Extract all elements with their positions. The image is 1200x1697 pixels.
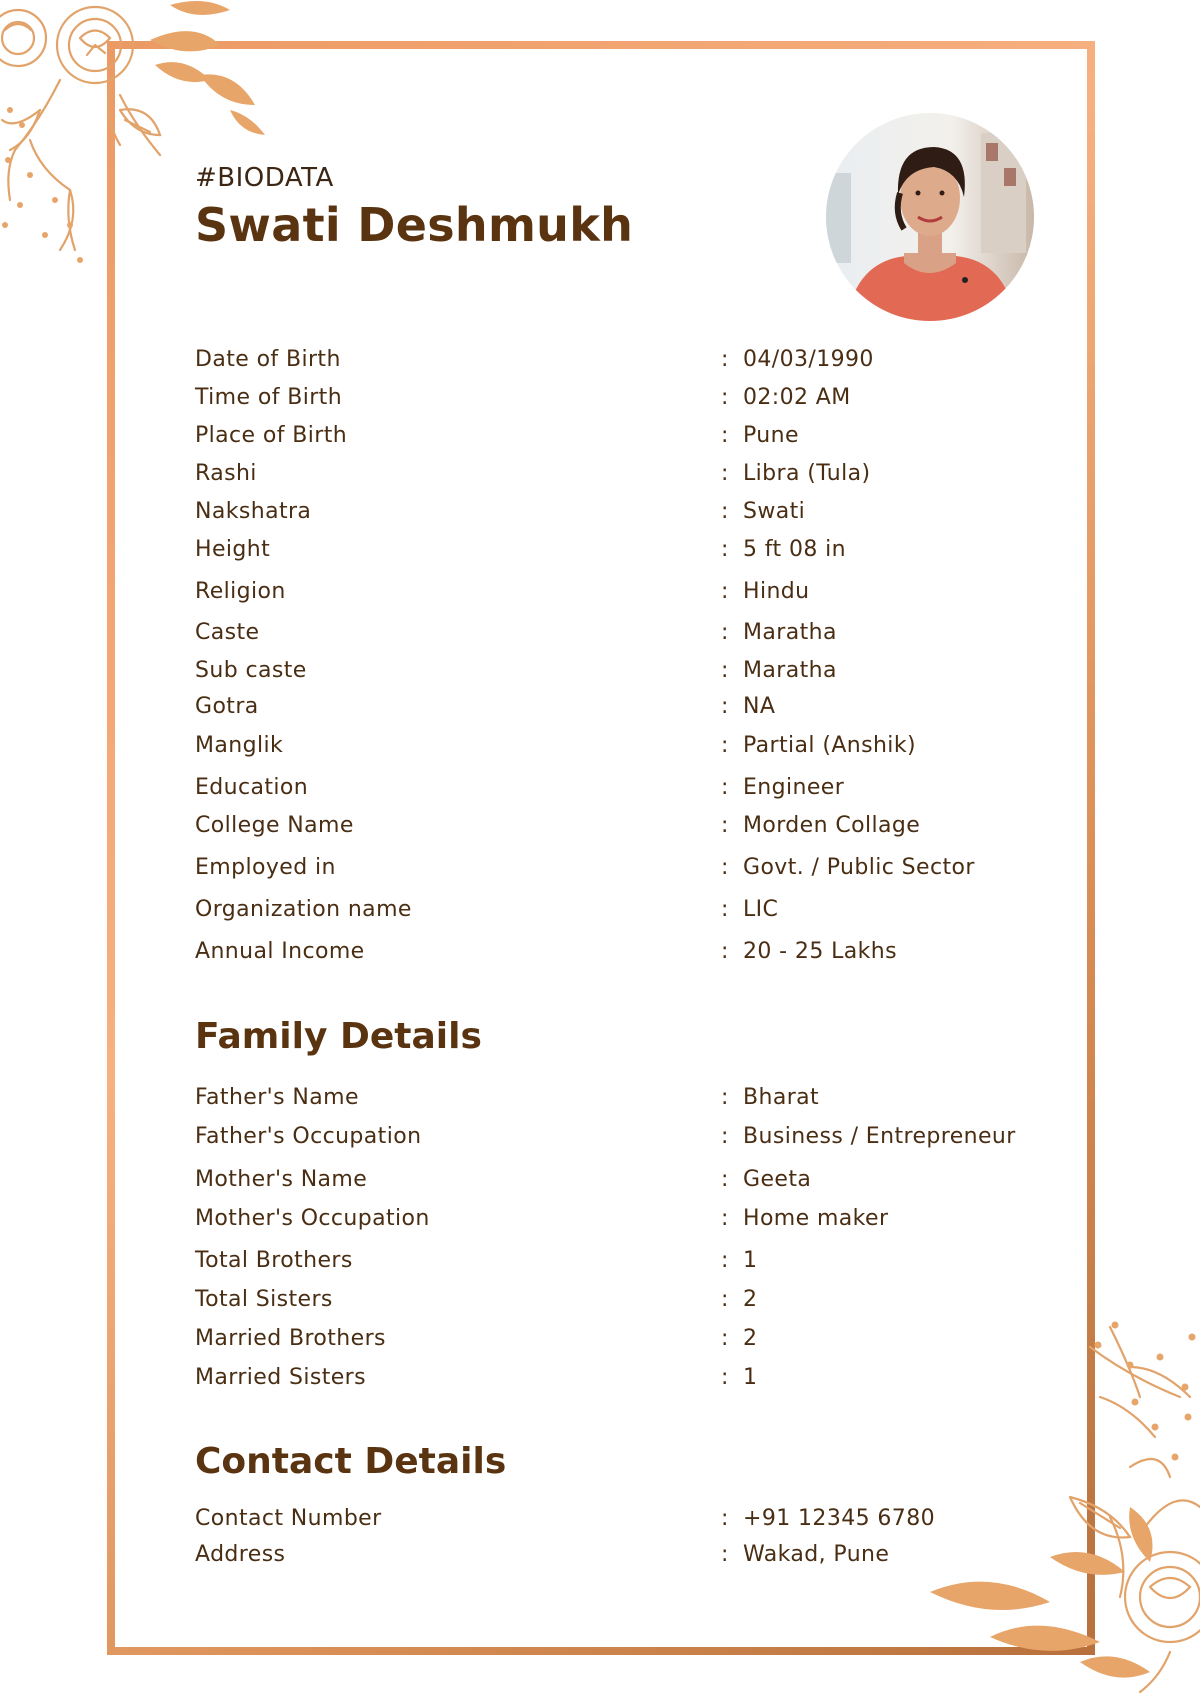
separator: : xyxy=(721,423,729,448)
separator: : xyxy=(721,813,729,838)
family-row xyxy=(195,1245,1045,1277)
detail-row xyxy=(195,617,1045,649)
detail-label: Religion xyxy=(195,579,286,604)
detail-value: Maratha xyxy=(743,658,837,683)
separator: : xyxy=(721,1365,729,1390)
detail-label: Employed in xyxy=(195,855,336,880)
detail-row xyxy=(195,458,1045,490)
detail-label: Organization name xyxy=(195,897,412,922)
separator: : xyxy=(721,537,729,562)
detail-value: 5 ft 08 in xyxy=(743,537,847,562)
person-name: Swati Deshmukh xyxy=(195,198,634,252)
detail-value: Business / Entrepreneur xyxy=(743,1124,1016,1149)
detail-value: Libra (Tula) xyxy=(743,461,871,486)
detail-row xyxy=(195,534,1045,566)
family-row xyxy=(195,1203,1045,1235)
separator: : xyxy=(721,1167,729,1192)
detail-value: 04/03/1990 xyxy=(743,347,874,372)
separator: : xyxy=(721,385,729,410)
detail-row xyxy=(195,810,1045,842)
separator: : xyxy=(721,620,729,645)
detail-row xyxy=(195,852,1045,884)
detail-value: Pune xyxy=(743,423,799,448)
detail-row xyxy=(195,691,1045,723)
separator: : xyxy=(721,939,729,964)
profile-photo xyxy=(826,113,1034,321)
detail-row xyxy=(195,420,1045,452)
detail-row xyxy=(195,730,1045,762)
detail-label: Manglik xyxy=(195,733,284,758)
family-row xyxy=(195,1362,1045,1394)
detail-label: Annual Income xyxy=(195,939,365,964)
separator: : xyxy=(721,658,729,683)
detail-value: Maratha xyxy=(743,620,837,645)
detail-value: Engineer xyxy=(743,775,845,800)
detail-row xyxy=(195,496,1045,528)
family-row xyxy=(195,1082,1045,1114)
detail-label: Address xyxy=(195,1542,286,1567)
detail-label: Contact Number xyxy=(195,1506,382,1531)
family-details-heading: Family Details xyxy=(195,1016,482,1057)
detail-label: Father's Occupation xyxy=(195,1124,422,1149)
detail-value: Govt. / Public Sector xyxy=(743,855,975,880)
contact-row xyxy=(195,1503,1045,1535)
separator: : xyxy=(721,1326,729,1351)
detail-label: Married Brothers xyxy=(195,1326,386,1351)
detail-value: 20 - 25 Lakhs xyxy=(743,939,897,964)
separator: : xyxy=(721,1124,729,1149)
family-row xyxy=(195,1323,1045,1355)
biodata-caption: #BIODATA xyxy=(195,163,334,193)
detail-label: Gotra xyxy=(195,694,259,719)
detail-row xyxy=(195,772,1045,804)
address-value: Wakad, Pune xyxy=(743,1542,890,1567)
detail-value: Bharat xyxy=(743,1085,820,1110)
detail-value: Swati xyxy=(743,499,806,524)
separator: : xyxy=(721,347,729,372)
detail-row xyxy=(195,936,1045,968)
detail-label: Place of Birth xyxy=(195,423,348,448)
separator: : xyxy=(721,1206,729,1231)
detail-value: NA xyxy=(743,694,776,719)
separator: : xyxy=(721,1248,729,1273)
detail-value: 02:02 AM xyxy=(743,385,851,410)
detail-label: Sub caste xyxy=(195,658,307,683)
detail-value: Partial (Anshik) xyxy=(743,733,916,758)
detail-value: Morden Collage xyxy=(743,813,921,838)
detail-label: Father's Name xyxy=(195,1085,359,1110)
detail-row xyxy=(195,344,1045,376)
detail-value: 1 xyxy=(743,1365,758,1390)
detail-value: 2 xyxy=(743,1326,758,1351)
detail-row xyxy=(195,382,1045,414)
separator: : xyxy=(721,694,729,719)
detail-label: Total Brothers xyxy=(195,1248,353,1273)
family-row xyxy=(195,1121,1045,1153)
detail-value: LIC xyxy=(743,897,779,922)
detail-value: Home maker xyxy=(743,1206,889,1231)
separator: : xyxy=(721,461,729,486)
detail-label: Education xyxy=(195,775,309,800)
detail-label: Rashi xyxy=(195,461,257,486)
detail-label: Date of Birth xyxy=(195,347,341,372)
separator: : xyxy=(721,1542,729,1567)
separator: : xyxy=(721,897,729,922)
detail-label: Height xyxy=(195,537,271,562)
detail-label: Nakshatra xyxy=(195,499,312,524)
detail-label: College Name xyxy=(195,813,354,838)
separator: : xyxy=(721,499,729,524)
detail-row xyxy=(195,655,1045,687)
detail-label: Total Sisters xyxy=(195,1287,333,1312)
detail-value: 1 xyxy=(743,1248,758,1273)
separator: : xyxy=(721,733,729,758)
separator: : xyxy=(721,775,729,800)
detail-label: Mother's Name xyxy=(195,1167,368,1192)
detail-value: 2 xyxy=(743,1287,758,1312)
separator: : xyxy=(721,579,729,604)
separator: : xyxy=(721,1287,729,1312)
contact-details-heading: Contact Details xyxy=(195,1441,507,1482)
detail-row xyxy=(195,576,1045,608)
separator: : xyxy=(721,1506,729,1531)
family-row xyxy=(195,1284,1045,1316)
detail-label: Married Sisters xyxy=(195,1365,366,1390)
detail-label: Caste xyxy=(195,620,260,645)
detail-row xyxy=(195,894,1045,926)
contact-row xyxy=(195,1539,1045,1571)
detail-label: Time of Birth xyxy=(195,385,343,410)
detail-value: Geeta xyxy=(743,1167,812,1192)
separator: : xyxy=(721,1085,729,1110)
contact-number-value: +91 12345 6780 xyxy=(743,1506,935,1531)
detail-value: Hindu xyxy=(743,579,810,604)
family-row xyxy=(195,1164,1045,1196)
detail-label: Mother's Occupation xyxy=(195,1206,430,1231)
separator: : xyxy=(721,855,729,880)
